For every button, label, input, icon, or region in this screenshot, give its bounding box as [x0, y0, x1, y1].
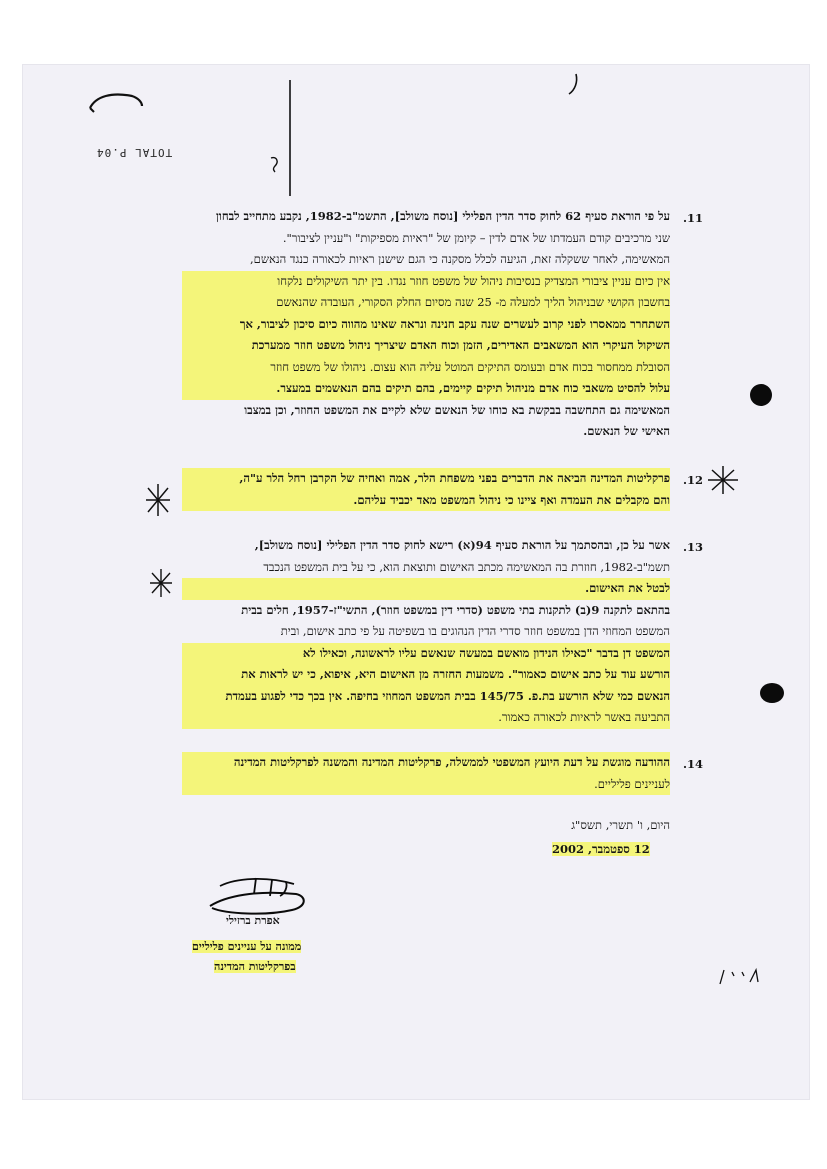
punch-hole: [760, 683, 784, 703]
text-line: המאשימה גם התחשבה בבקשת בא כוחו של הנאשם שלא לקיים את המשפט החוזר, וכן במצבו: [244, 402, 670, 417]
paragraph-11: [182, 206, 670, 443]
text-line: הורשע עוד על כתב אישום כאמור". משמעות החזרה מן האישום היא, איפוא, כי יש לראות את: [182, 664, 670, 686]
text-line: תשמ"ב-1982, חוזרת בה המאשימה מכתב האישום ותוצאת הוא, כי על בית המשפט הנכבד: [263, 559, 670, 574]
text-line: האישי של הנאשם.: [583, 424, 670, 438]
corner-initials: [716, 966, 762, 988]
text-line: הנאשם כמי שלא הורשע בת.פ. 145/75 בבית המשפט המחוזי בחיפה. אין בכך כדי לפגוע בעמדת: [182, 686, 670, 708]
text-line: שני מרכיבים קודם העמדתו של אדם לדין – קיומן של "ראיות מספיקות" ו"עניין לציבור".: [282, 230, 670, 245]
gregorian-date: 12 ספטמבר, 2002: [552, 842, 650, 856]
text-line: פרקליטות המדינה הביאה את הדברים בפני משפחת הלר, אמה ואחיה של הקרבן רחל הלר ע"ה,: [182, 468, 670, 490]
text-line: המאשימה, לאחר ששקלה זאת, הגיעה לכלל מסקנה כי הגם שישנן ראיות לכאורה כנגד הנאשם,: [250, 252, 670, 266]
paragraph-12: [182, 468, 670, 511]
fold-line-mark: [284, 78, 296, 198]
hebrew-date: היום, ו' תשרי, תשס"ג: [571, 818, 670, 832]
text-line: התביעה באשר לראיות לכאורה כאמור.: [182, 707, 670, 729]
paragraph-number: .13: [683, 540, 704, 554]
text-line: ההודעה מוגשת על דעת היועץ המשפטי לממשלה, פרקליטות המדינה והמשנה לפרקליטות המדינה: [182, 752, 670, 774]
paragraph-14: [182, 752, 670, 795]
text-line: לבטל את האישום.: [182, 578, 670, 600]
paragraph-number: .14: [683, 757, 704, 771]
signer-title: ממונה על עניינים פליליים: [192, 940, 302, 953]
text-line: אין כיום עניין ציבורי המצדיק בנסיבות ניהול של משפט חוזר נגדו. בין יתר השיקולים נלקחו: [182, 271, 670, 293]
asterisk-mark: [704, 462, 742, 498]
text-line: לעניינים פליליים.: [182, 774, 670, 796]
text-line: והם מקבלים את העמדה ואף ציינו כי ניהול המשפט מאד יכביד עליהם.: [182, 490, 670, 512]
margin-scribble: [86, 86, 146, 120]
fax-total-header: TOTAL P.04: [96, 146, 173, 159]
text-line: בהתאם לתקנה 9(ב) לתקנות בתי משפט (סדרי דין במשפט חוזר), התשי"ז-1957, חלים בבית: [241, 602, 670, 617]
asterisk-mark: [142, 480, 174, 520]
text-line: השיקול העיקרי הוא המשאבים האדירים, הזמן וכוח האדם שיצריך ניהול משפט חוזר ממערכת: [182, 335, 670, 357]
signer-office: בפרקליטות המדינה: [214, 960, 296, 973]
text-line: הסובלת ממחסור בכוח אדם ובעומס התיקים המוטל עליה הוא עצום. ניהולו של משפט חוזר: [182, 357, 670, 379]
text-line: המשפט המחוזי הדן במשפט חוזר סדרי הדין הנהוגים בו בשפיטה על פי כתב אישום, ובית: [280, 624, 670, 638]
signer-name: אפרת ברזילי: [226, 914, 280, 927]
paragraph-number: .12: [683, 473, 704, 487]
hook-mark: [268, 154, 282, 174]
corner-mark: [566, 72, 582, 96]
asterisk-mark: [146, 566, 176, 600]
text-line: השתחרר ממאסרו לפני קרוב לעשרים שנה עקב חנינה ונראה שאינו מהווה כיום סיכון לציבור, אך: [182, 314, 670, 336]
text-line: בחשבון הקושי שבניהול הליך למעלה מ- 25 שנה מסיום החלק הסקורי, העובדה שהנאשם: [182, 292, 670, 314]
text-line: עלול להסיט משאבי כוח אדם מניהול תיקים קיימים, בהם תיקים בהם הנאשמים במעצר.: [182, 378, 670, 400]
punch-hole: [750, 384, 772, 406]
text-line: אשר על כן, ובהסתמך על הוראת סעיף 94(א) רישא לחוק סדר הדין הפלילי [נוסח משולב],: [254, 538, 670, 552]
text-line: על פי הוראת סעיף 62 לחוק סדר הדין הפלילי [נוסח משולב], התשמ"ב-1982, נקבע מתחייב לבחון: [215, 209, 670, 223]
text-line: המשפט דן בדבר "כאילו הנידון מואשם במעשה שנאשם עליו לראשונה, וכאילו לא: [182, 643, 670, 665]
paragraph-number: .11: [683, 211, 704, 225]
paragraph-13: [182, 535, 670, 729]
